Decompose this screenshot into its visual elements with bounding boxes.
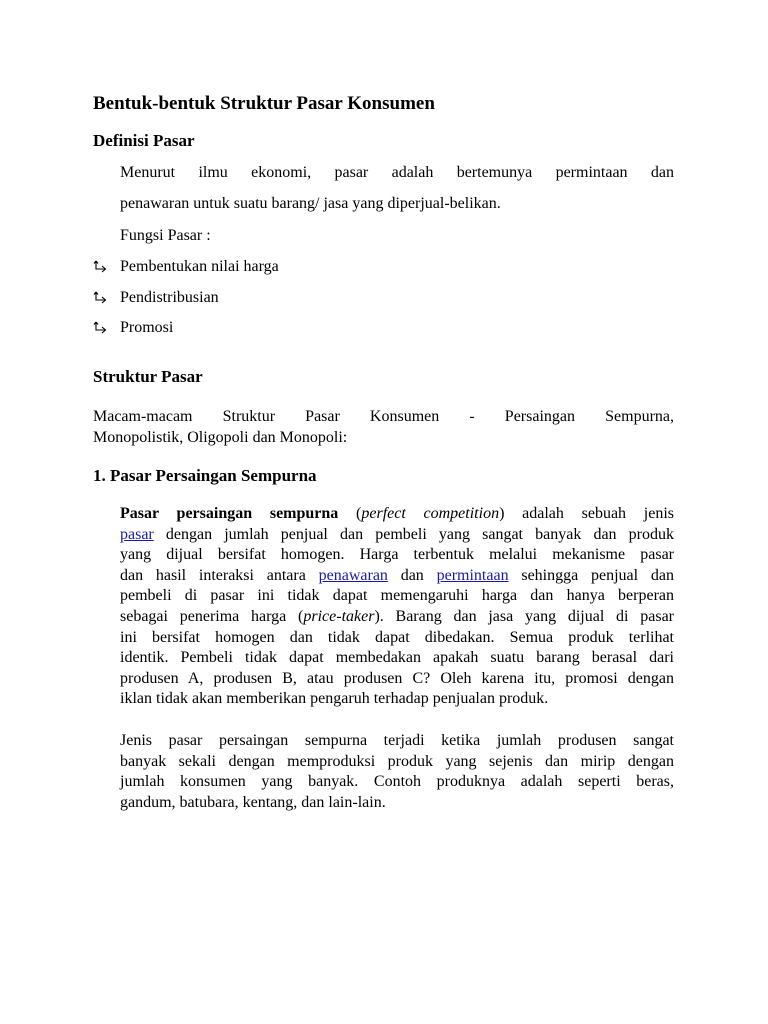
struktur-line-2: Monopolistik, Oligopoli dan Monopoli:	[93, 429, 348, 446]
bold-term: Pasar persaingan sempurna	[120, 505, 339, 522]
arrow-turn-right-icon	[93, 259, 109, 275]
paragraph-line: gandum, batubara, kentang, dan lain-lain.	[120, 793, 386, 811]
link-permintaan[interactable]: permintaan	[436, 566, 509, 584]
paragraph-line: banyak sekali dengan memproduksi produk yang sejenis dan mirip dengan	[120, 752, 674, 770]
paragraph-line: jumlah konsumen yang banyak. Contoh produknya adalah seperti beras,	[120, 773, 674, 791]
paragraph-jenis-pasar	[120, 731, 674, 813]
fungsi-pasar-label: Fungsi Pasar :	[120, 227, 211, 244]
paragraph-line: identik. Pembeli tidak dapat membedakan apakah suatu barang berasal dari	[120, 649, 674, 667]
text-span: dan hasil interaksi antara	[120, 566, 319, 584]
text-span: dan	[387, 566, 437, 584]
paragraph-line: Jenis pasar persaingan sempurna terjadi ketika jumlah produsen sangat	[120, 732, 674, 749]
text-span: (	[338, 505, 362, 522]
struktur-line-1: Macam-macam Struktur Pasar Konsumen - Persaingan Sempurna,	[93, 408, 674, 425]
heading-struktur-pasar: Struktur Pasar	[93, 367, 203, 386]
bullet-label: Pembentukan nilai harga	[120, 258, 279, 275]
paragraph-line: yang dijual bersifat homogen. Harga terbentuk melalui mekanisme pasar	[120, 546, 674, 564]
paragraph-line	[120, 607, 674, 628]
italic-term: perfect competition	[361, 505, 500, 522]
paragraph-persaingan-sempurna	[120, 504, 674, 710]
text-span: ) adalah sebuah jenis	[499, 505, 675, 522]
paragraph-line: iklan tidak akan memberikan pengaruh terhadap penjualan produk.	[120, 690, 549, 708]
definisi-line-1: Menurut ilmu ekonomi, pasar adalah bertemunya permintaan dan	[120, 164, 674, 181]
text-span: sebagai penerima harga (	[120, 607, 304, 625]
text-span: dengan jumlah penjual dan pembeli yang sangat banyak dan produk	[153, 525, 674, 543]
text-span: ). Barang dan jasa yang dijual di pasar	[374, 607, 675, 625]
page-title: Bentuk-bentuk Struktur Pasar Konsumen	[93, 93, 435, 114]
link-pasar[interactable]: pasar	[120, 525, 154, 543]
heading-pasar-persaingan-sempurna: 1. Pasar Persaingan Sempurna	[93, 466, 317, 485]
paragraph-line	[120, 525, 674, 546]
heading-definisi-pasar: Definisi Pasar	[93, 131, 195, 150]
link-penawaran[interactable]: penawaran	[318, 566, 388, 584]
paragraph-line: ini bersifat homogen dan tidak dapat dibedakan. Semua produk terlihat	[120, 628, 674, 646]
paragraph-line	[120, 504, 674, 525]
definisi-line-2: penawaran untuk suatu barang/ jasa yang diperjual-belikan.	[120, 195, 501, 212]
paragraph-line: pembeli di pasar ini tidak dapat memengaruhi harga dan hanya berperan	[120, 587, 674, 605]
arrow-turn-right-icon	[93, 320, 109, 336]
text-span: sehingga penjual dan	[508, 566, 674, 584]
italic-term: price-taker	[303, 607, 375, 625]
paragraph-line	[120, 566, 674, 587]
bullet-label: Pendistribusian	[120, 289, 219, 306]
bullet-label: Promosi	[120, 319, 174, 336]
paragraph-line: produsen A, produsen B, atau produsen C? Oleh karena itu, promosi dengan	[120, 669, 674, 687]
arrow-turn-right-icon	[93, 290, 109, 306]
